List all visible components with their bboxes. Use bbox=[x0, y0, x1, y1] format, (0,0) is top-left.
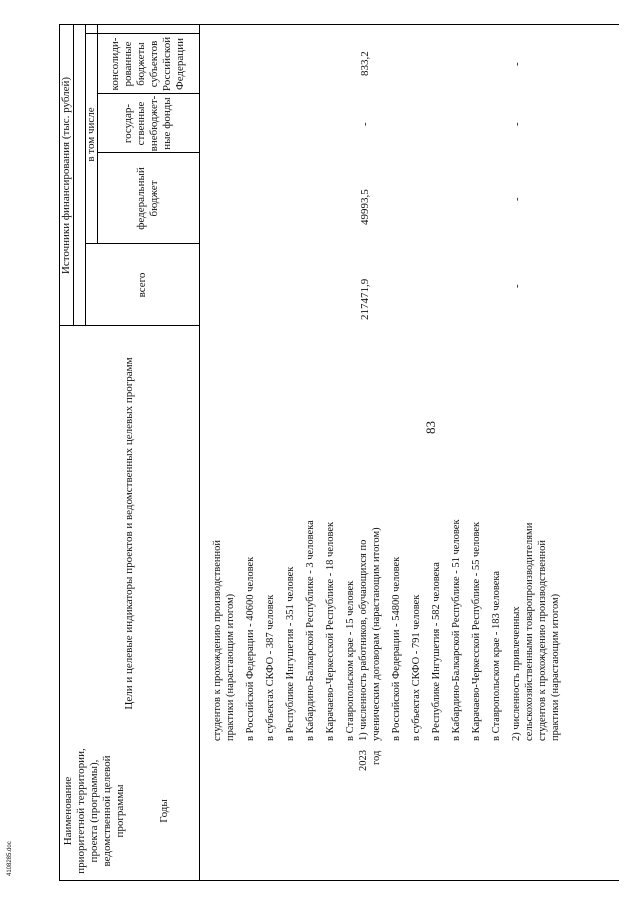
header-goals: Цели и целевые индикаторы проектов и ведомственных целевых программ bbox=[122, 357, 135, 710]
header-name: Наименование приоритетной территории, проекта (программы), ведомственной целевой программы bbox=[61, 748, 126, 874]
continuation-line-2: в Российской Федерации - 40600 человек bbox=[245, 556, 256, 741]
header-consolidated: консолиди-рованные бюджеты субъектов Российской Федерации bbox=[109, 36, 186, 92]
row1-federal: 49993,5 bbox=[359, 189, 371, 225]
row1-consolidated: 833,2 bbox=[359, 51, 371, 76]
consolidated-right-border bbox=[85, 33, 199, 34]
header-bottom-line bbox=[199, 25, 200, 881]
row2-state-funds: - bbox=[511, 122, 523, 126]
header-sources: Источники финансирования (тыс. рублей) bbox=[59, 76, 72, 275]
goal1-line-7: в Ставропольском крае - 183 человека bbox=[491, 571, 502, 741]
continuation-line-5: в Кабардино-Балкарской Республике - 3 человека bbox=[305, 520, 316, 741]
document-code: 4108285.doc bbox=[7, 841, 13, 876]
row2-consolidated: - bbox=[511, 62, 523, 66]
goal1-line-2: в Российской Федерации - 54800 человек bbox=[391, 556, 402, 741]
header-federal: федеральный бюджет bbox=[135, 167, 160, 230]
sources-line bbox=[73, 25, 74, 326]
row2-total: - bbox=[511, 284, 523, 288]
header-including: в том числе bbox=[84, 107, 97, 162]
year-value: 2023 bbox=[358, 750, 369, 771]
goal1-line-0: 1) численность работников, обучающихся по bbox=[358, 539, 369, 741]
goal1-line-1: ученическим договорам (нарастающим итогом) bbox=[371, 527, 382, 741]
goal2-line-1: сельскохозяйственными товаропроизводителями bbox=[524, 522, 535, 741]
financing-table bbox=[59, 25, 619, 881]
goal1-line-3: в субъектах СКФО - 791 человек bbox=[411, 594, 422, 741]
header-state-funds: государ-ственные внебюджет-ные фонды bbox=[122, 95, 173, 152]
goal1-line-4: в Республике Ингушетия - 582 человека bbox=[431, 562, 442, 741]
goal2-line-0: 2) численность привлеченных bbox=[511, 606, 522, 741]
continuation-line-1: практики (нарастающим итогом) bbox=[225, 593, 236, 741]
goal1-line-6: в Карачаево-Черкесской Республике - 55 человек bbox=[471, 521, 482, 741]
goal1-line-5: в Кабардино-Балкарской Республике - 51 человек bbox=[451, 519, 462, 741]
year-unit: год bbox=[371, 750, 382, 765]
goal2-line-2: студентов к прохождению производственной bbox=[537, 540, 548, 741]
continuation-line-0: студентов к прохождению производственной bbox=[212, 540, 223, 741]
continuation-line-6: в Карачаево-Черкесской Республике - 18 человек bbox=[325, 521, 336, 741]
table-border-right bbox=[59, 24, 619, 25]
row1-state-funds: - bbox=[359, 122, 371, 126]
page-number: 83 bbox=[423, 421, 438, 434]
goal2-line-3: практики (нарастающим итогом) bbox=[550, 593, 561, 741]
row2-federal: - bbox=[511, 197, 523, 201]
continuation-line-7: в Ставропольском крае - 15 человек bbox=[345, 580, 356, 741]
header-total: всего bbox=[135, 272, 148, 298]
continuation-line-4: в Республике Ингушетия - 351 человек bbox=[285, 566, 296, 741]
row1-total: 217471,9 bbox=[359, 278, 371, 320]
header-years: Годы bbox=[157, 799, 170, 823]
continuation-line-3: в субъектах СКФО - 387 человек bbox=[265, 594, 276, 741]
